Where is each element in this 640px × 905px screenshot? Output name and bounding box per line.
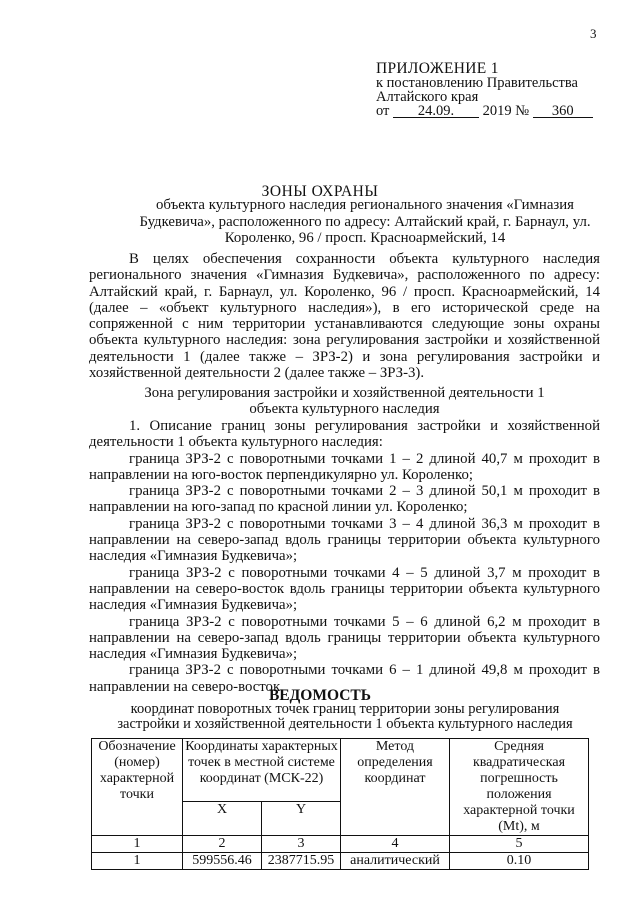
col-number: 5 xyxy=(450,836,589,853)
vedomost-title: ВЕДОМОСТЬ xyxy=(268,687,372,704)
table-row xyxy=(92,853,589,870)
header-y: Y xyxy=(262,802,341,836)
cell-x: 599556.46 xyxy=(183,853,262,870)
date-value: 24.09. xyxy=(393,105,479,118)
boundary-item: граница ЗРЗ-2 с поворотными точками 4 – 5 длиной 3,7 м проходит в направлении на северо-восток вдоль границы территории объекта культурного наследия «Гимназия Будкевича»; xyxy=(89,564,600,614)
subtitle: объекта культурного наследия регионального значения «Гимназия Будкевича», расположенного по адресу: Алтайский край, г. Барнаул, ул. Короленко, 96 / просп. Красноармейский, 14 xyxy=(139,197,591,246)
cell-method: аналитический xyxy=(341,853,450,870)
coordinates-table xyxy=(91,738,589,870)
column-numbers-row xyxy=(92,836,589,853)
description-title: 1. Описание границ зоны регулирования застройки и хозяйственной деятельности 1 объекта культурного наследия: xyxy=(89,418,600,451)
appendix-line-1: к постановлению Правительства xyxy=(376,75,578,91)
zones-title: ЗОНЫ ОХРАНЫ xyxy=(261,183,379,200)
page-number: 3 xyxy=(590,26,597,41)
header-error: Средняя квадратическая погрешность положения характерной точки (Mt), м xyxy=(450,739,589,836)
appendix-block xyxy=(376,62,593,118)
decree-number: 360 xyxy=(533,105,593,118)
boundary-item: граница ЗРЗ-2 с поворотными точками 5 – 6 длиной 6,2 м проходит в направлении на северо-запад вдоль границы территории объекта культурного наследия «Гимназия Будкевича»; xyxy=(89,613,600,663)
header-point: Обозначение (номер) характерной точки xyxy=(92,739,183,836)
boundary-item: граница ЗРЗ-2 с поворотными точками 2 – 3 длиной 50,1 м проходит в направлении на юго-запад по красной линии ул. Короленко; xyxy=(89,483,600,516)
col-number: 1 xyxy=(92,836,183,853)
intro-text: В целях обеспечения сохранности объекта культурного наследия регионального значения «Гимназия Будкевича», расположенного по адресу: Алтайский край, г. Барнаул, ул. Короленко, 96 / просп. Красноармейский, 14 (далее – «объект культурного наследия»), в его исторической среде на сопряженной с ним территории устанавливаются следующие зоны охраны объекта культурного наследия: зона регулирования застройки и хозяйственной деятельности 1 (далее также – ЗРЗ-2) и зона регулирования застройки и хозяйственной деятельности 2 (далее также – ЗРЗ-3). xyxy=(89,251,600,382)
year: 2019 № xyxy=(482,103,530,119)
boundary-item: граница ЗРЗ-2 с поворотными точками 3 – 4 длиной 36,3 м проходит в направлении на северо-запад вдоль границы территории объекта культурного наследия «Гимназия Будкевича»; xyxy=(89,515,600,565)
header-method: Метод определения координат xyxy=(341,739,450,836)
boundary-item: граница ЗРЗ-2 с поворотными точками 1 – 2 длиной 40,7 м проходит в направлении на юго-восток перпендикулярно ул. Короленко; xyxy=(89,450,600,483)
boundary-item: граница ЗРЗ-2 с поворотными точками 6 – 1 длиной 49,8 м проходит в направлении на северо-восток. xyxy=(89,662,600,695)
section-heading-line-2: объекта культурного наследия xyxy=(249,401,440,418)
appendix-line-2: Алтайского края xyxy=(376,89,479,105)
appendix-date-line xyxy=(376,104,593,118)
section-heading-line-1: Зона регулирования застройки и хозяйственной деятельности 1 xyxy=(144,385,545,401)
col-number: 3 xyxy=(262,836,341,853)
cell-error: 0.10 xyxy=(450,853,589,870)
col-number: 4 xyxy=(341,836,450,853)
appendix-title: ПРИЛОЖЕНИЕ 1 xyxy=(376,60,499,77)
section-heading xyxy=(89,385,600,418)
header-x: X xyxy=(183,802,262,836)
header-coords: Координаты характерных точек в местной системе координат (МСК-22) xyxy=(183,739,341,802)
boundaries-section xyxy=(89,418,600,695)
col-number: 2 xyxy=(183,836,262,853)
vedomost-subtitle: координат поворотных точек границ территории зоны регулирования застройки и хозяйственной деятельности 1 объекта культурного наследия xyxy=(117,701,573,732)
date-prefix: от xyxy=(376,103,390,119)
cell-y: 2387715.95 xyxy=(262,853,341,870)
intro-paragraph xyxy=(89,251,600,381)
cell-point: 1 xyxy=(92,853,183,870)
